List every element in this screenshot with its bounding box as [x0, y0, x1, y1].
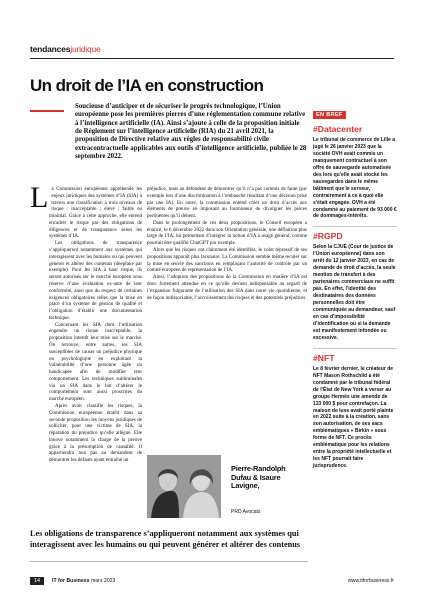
body-paragraph-text: a Commission européenne appréhende les enjeux juridiques des systèmes d’IA (SIA) à travers une classification à trois niveaux de risque : inacceptable ; élevé ; faible ou minimal. Grâce à cette approche, elle entend encadrer le risque par des obligations de diligences et de transparence selon les systèmes d’IA.: [49, 186, 142, 240]
body-column-1: [30, 181, 142, 464]
drop-cap: L: [30, 181, 49, 214]
body-column-2: [147, 186, 307, 301]
website-url: www.itforbusiness.fr: [347, 578, 394, 584]
author-firm: PRD Avocats: [231, 509, 261, 515]
brief-item-nft: [313, 353, 397, 470]
rubric-divider: [30, 58, 394, 59]
page-number: 14: [30, 577, 44, 585]
en-bref-tag: EN BREF: [313, 111, 346, 119]
body-paragraph: [30, 181, 142, 240]
pull-quote: Les obligations de transparence s’appliqueront notamment aux systèmes qui interagissent avec les humains ou qui peuvent générer et altérer des contenus: [30, 529, 301, 549]
body-paragraph: Dans le prolongement de ces deux propositions, le Conseil européen a énoncé, le 6 décembre 2022 dans son Orientation générale, une définition plus large de l’IA, lui permettant d’intégrer la notion d’IA à usage général, comme pourrait être qualifié ChatGPT par exemple.: [147, 219, 307, 247]
brief-heading: #Datacenter: [313, 124, 363, 134]
brief-text: Selon la CJUE (Cour de justice de l’Union européenne) dans son arrêt du 12 janvier 2023, en cas de demande de droit d’accès, la seule mention de transfert à des partenaires commerciaux ne suffit pas. En effet, l’identité des destinataires des données personnelles doit être communiquée au demandeur, sauf en cas d’impossibilité d’identification ou si la demande est manifestement infondée ou excessive.: [313, 244, 396, 341]
en-bref-sidebar: [313, 103, 397, 470]
body-paragraph: Après avoir classifié les risques, la Commission européenne établit dans sa seconde proposition les moyens juridiques de solliciter, pour une victime de SIA, la réparation du préjudice qu’elle allègue. Elle innove notamment la charge de la preuve grâce à la présomption de causalité. Il appartiendra non pas au demandeur de démontrer les défauts ayant entraîné un: [49, 403, 142, 464]
brief-item-datacenter: [313, 124, 397, 220]
rubric-section: juridique: [70, 44, 101, 54]
article-title: Un droit de l’IA en construction: [30, 76, 264, 95]
rubric-main: tendances: [30, 44, 71, 54]
body-paragraph: préjudice, mais au défendeur de démontrer qu’il n’a pas commis de faute (par exemple lors d’une discrimination à l’embauche résultant d’une décision prise par une IA). En outre, la commission entend créer un droit d’accès aux éléments de preuve en imposant au fournisseur de divulguer les pièces pertinentes qu’il détient.: [147, 186, 307, 220]
publication-date: mars 2023: [90, 578, 116, 584]
body-paragraph: Ainsi, l’adoption des propositions de la Commission en matière d’IA est donc fortement attendue en ce qu’elle devient indispensable au regard de l’expansion fulgurante de l’utilisation des SIA dans notre vie quotidienne, et de façon indissociable, l’accroissement des risques et des potentiels préjudices.: [147, 274, 307, 301]
section-rubric: [30, 44, 101, 54]
author-box: [147, 455, 307, 518]
article-chapo: Soucieuse d’anticiper et de sécuriser le progrès technologique, l’Union européenne pose les premières pierres d’une réglementation commune relative à l’intelligence artificielle (IA). Ainsi s’ajoute à celle de la proposition initiale de Règlement sur l’intelligence artificielle (RIA) du 21 avril 2021, la proposition de Directive relative aux règles de responsabilité civile extracontractuelle applicables aux outils d’intelligence artificielle, publiée le 28 septembre 2022.: [75, 103, 307, 161]
pull-quote-rule: [30, 561, 308, 562]
brief-item-rgpd: [313, 231, 397, 341]
brief-divider: [313, 348, 397, 349]
author-portrait-image: [147, 455, 221, 518]
publication-title: IT for Business: [52, 578, 90, 584]
brief-text: Le 8 février dernier, le créateur de NFT Mason Rothschild a été condamné par le tribunal fédéral de l’État de New York à verser au groupe Hermès une amende de 133 000 $ pour contrefaçon. La maison de luxe avait porté plainte en 2022 suite à la création, sans son autorisation, de ses sacs emblématiques « Birkin » sous forme de NFT. Ce procès emblématique pour les relations entre la propriété intellectuelle et les NFT pourrait faire jurisprudence.: [313, 365, 394, 470]
publication-name: [52, 578, 115, 584]
page-footer: [30, 577, 394, 586]
brief-heading: #RGPD: [313, 231, 343, 242]
author-photo: [147, 455, 221, 518]
chapo-accent-bar: [30, 110, 64, 112]
brief-divider: [313, 226, 397, 227]
body-paragraph: Alors que les risques ont clairement été identifiés, le volet répressif de ses propositions apparaît plus lacunaire. La Commission semble même reculer sur la mise en œuvre des sanctions en remplaçant l’autorité de contrôle par un comité européen de représentation de l’IA.: [147, 247, 307, 274]
brief-heading: #NFT: [313, 352, 335, 363]
author-names: Pierre-Randolph Dufau & Isaure Lavigne,: [231, 464, 286, 491]
body-paragraph: Concernant les SIA dont l’utilisation engendre un risque inacceptable, la proposition interdit leur mise sur le marché. On retrouve, entre autres, les SIA susceptibles de causer un préjudice physique ou psychologique en exploitant la vulnérabilité d’une personne âgée ou handicapée afin de modifier leur comportement. Les techniques subliminales via un SIA dans le but d’altérer le comportement sont aussi proscrites du marché européen.: [49, 321, 142, 403]
brief-text: Le tribunal de commerce de Lille a jugé le 26 janvier 2023 que la société OVH avait commis un manquement contractuel à son offre de sauvegarde automatisée des lors qu’elle avait stocké les sauvegardes dans le même bâtiment que le serveur, contrairement à ce à quoi elle s’était engagée. OVH a été condamné au paiement de 93 000 € de dommages-intérêts.: [313, 137, 397, 220]
body-paragraph: Les obligations de transparence s’appliqueront notamment aux systèmes qui interagissent avec les humains ou qui peuvent générer et altérer des contenus (deepfake par exemple). Pour les SIA à haut risque, ils seront autorisés sur le marché européen sous réserve d’une évaluation ex-ante de leur conformité, ainsi que du respect de certaines exigences obligatoires telles que la mise en place d’un système de gestion de qualité et l’obligation d’établir une documentation technique.: [49, 240, 142, 321]
